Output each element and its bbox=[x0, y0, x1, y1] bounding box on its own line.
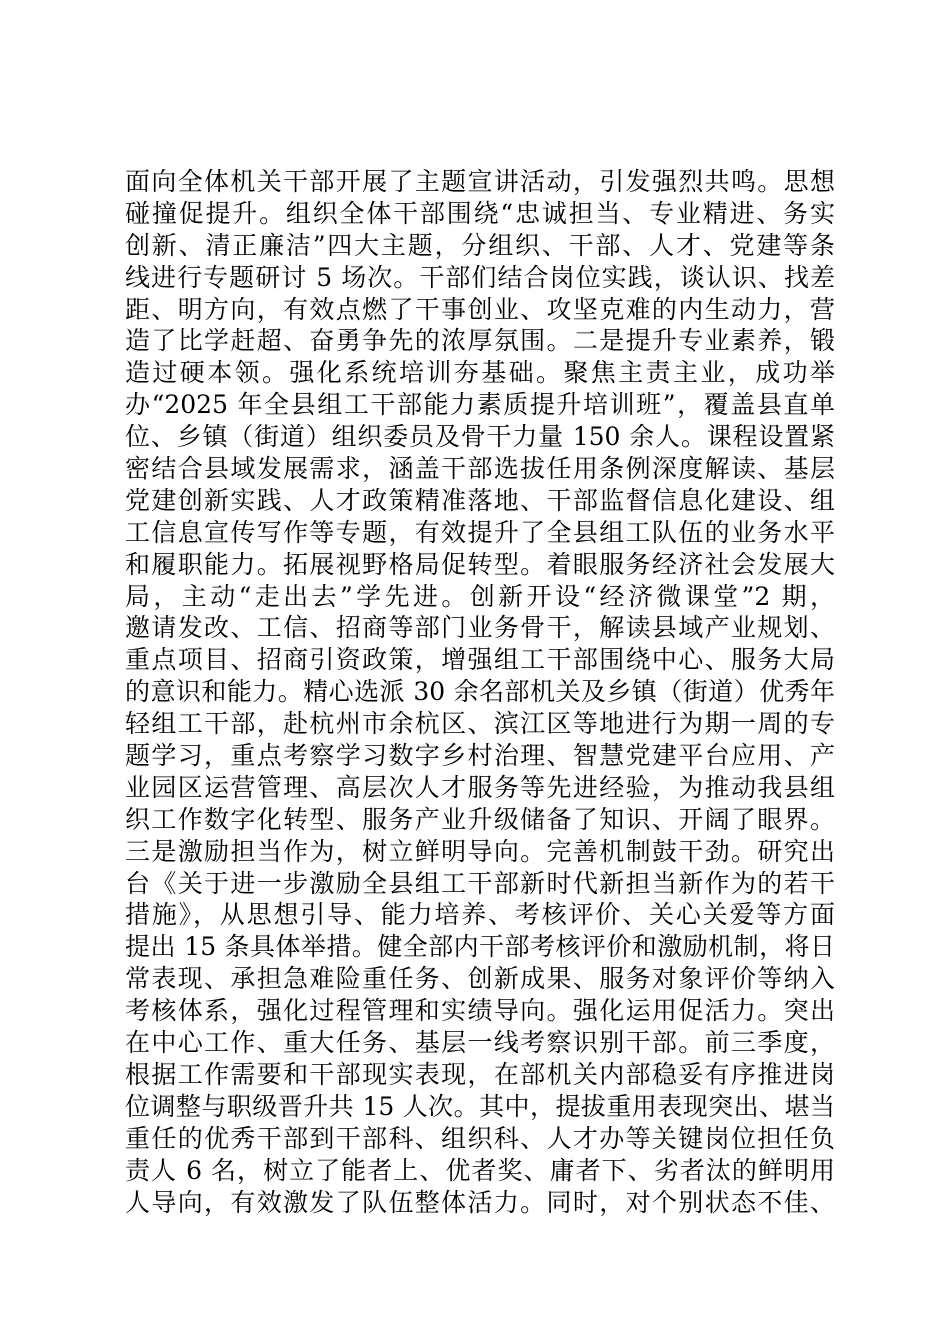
text-line: 党建创新实践、人才政策精准落地、干部监督信息化建设、组 bbox=[125, 485, 835, 515]
text-line: 措施》，从思想引导、能力培养、考核评价、关心关爱等方面 bbox=[125, 900, 835, 930]
text-line: 办“2025 年全县组工干部能力素质提升培训班”，覆盖县直单 bbox=[125, 390, 835, 420]
text-line: 造了比学赶超、奋勇争先的浓厚氛围。二是提升专业素养，锻 bbox=[125, 326, 835, 356]
text-line: 提出 15 条具体举措。健全部内干部考核评价和激励机制，将日 bbox=[125, 932, 835, 962]
text-line: 根据工作需要和干部现实表现，在部机关内部稳妥有序推进岗 bbox=[125, 1059, 835, 1089]
text-line: 创新、清正廉洁”四大主题，分组织、干部、人才、党建等条 bbox=[125, 230, 835, 260]
text-line: 轻组工干部，赴杭州市余杭区、滨江区等地进行为期一周的专 bbox=[125, 709, 835, 739]
text-line: 位、乡镇（街道）组织委员及骨干力量 150 余人。课程设置紧 bbox=[125, 422, 835, 452]
text-line: 距、明方向，有效点燃了干事创业、攻坚克难的内生动力，营 bbox=[125, 294, 835, 324]
text-line: 台《关于进一步激励全县组工干部新时代新担当新作为的若干 bbox=[125, 868, 835, 898]
text-line: 题学习，重点考察学习数字乡村治理、智慧党建平台应用、产 bbox=[125, 741, 835, 771]
text-line: 邀请发改、工信、招商等部门业务骨干，解读县域产业规划、 bbox=[125, 613, 835, 643]
text-line: 业园区运营管理、高层次人才服务等先进经验，为推动我县组 bbox=[125, 772, 835, 802]
text-line: 面向全体机关干部开展了主题宣讲活动，引发强烈共鸣。思想 bbox=[125, 167, 835, 196]
text-line: 造过硬本领。强化系统培训夯基础。聚焦主责主业，成功举 bbox=[125, 358, 835, 388]
text-line: 人导向，有效激发了队伍整体活力。同时，对个别状态不佳、 bbox=[125, 1187, 835, 1217]
text-line: 局，主动“走出去”学先进。创新开设“经济微课堂”2 期， bbox=[125, 581, 835, 611]
text-line: 在中心工作、重大任务、基层一线考察识别干部。前三季度， bbox=[125, 1028, 835, 1058]
text-line: 碰撞促提升。组织全体干部围绕“忠诚担当、专业精进、务实 bbox=[125, 198, 835, 228]
text-line: 责人 6 名，树立了能者上、优者奖、庸者下、劣者汰的鲜明用 bbox=[125, 1155, 835, 1185]
text-line: 位调整与职级晋升共 15 人次。其中，提拔重用表现突出、堪当 bbox=[125, 1091, 835, 1121]
body-text bbox=[125, 166, 835, 1218]
text-line: 重点项目、招商引资政策，增强组工干部围绕中心、服务大局 bbox=[125, 645, 835, 675]
text-line: 的意识和能力。精心选派 30 余名部机关及乡镇（街道）优秀年 bbox=[125, 677, 835, 707]
text-line: 线进行专题研讨 5 场次。干部们结合岗位实践，谈认识、找差 bbox=[125, 262, 835, 292]
text-line: 考核体系，强化过程管理和实绩导向。强化运用促活力。突出 bbox=[125, 996, 835, 1026]
text-line: 常表现、承担急难险重任务、创新成果、服务对象评价等纳入 bbox=[125, 964, 835, 994]
text-line: 重任的优秀干部到干部科、组织科、人才办等关键岗位担任负 bbox=[125, 1123, 835, 1153]
text-line: 工信息宣传写作等专题，有效提升了全县组工队伍的业务水平 bbox=[125, 517, 835, 547]
text-line: 密结合县域发展需求，涵盖干部选拔任用条例深度解读、基层 bbox=[125, 454, 835, 484]
text-line: 和履职能力。拓展视野格局促转型。着眼服务经济社会发展大 bbox=[125, 549, 835, 579]
text-line: 织工作数字化转型、服务产业升级储备了知识、开阔了眼界。 bbox=[125, 804, 835, 834]
text-line: 三是激励担当作为，树立鲜明导向。完善机制鼓干劲。研究出 bbox=[125, 836, 835, 866]
